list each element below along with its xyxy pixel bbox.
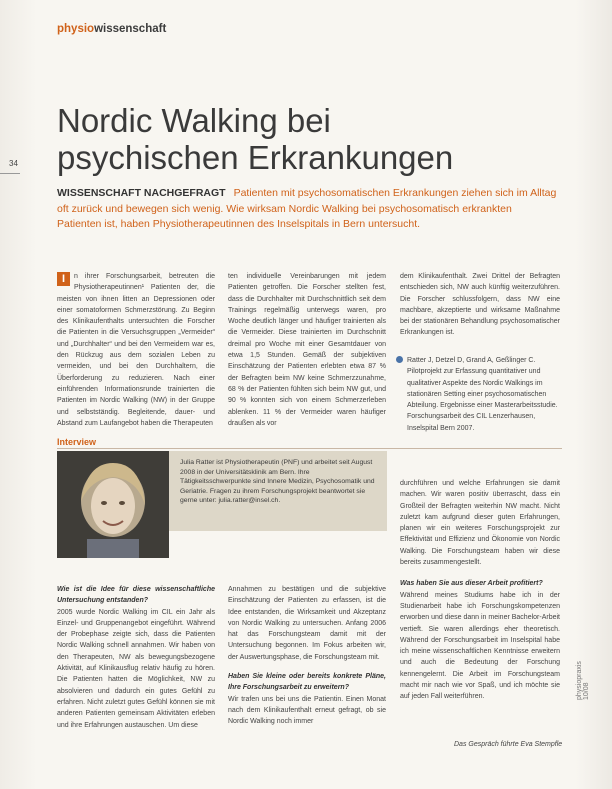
section-accent: physio bbox=[57, 23, 95, 35]
section-header bbox=[57, 23, 166, 35]
lead-text: Patienten mit psychosomatischen Erkrankungen ziehen sich im Alltag oft zurück und bewegen sich wenig. Wie wirksam Nordic Walking bei psychosomatisch erkrankten Patienten ist, haben Physiotherapeutinnen des Inselspitals in Bern untersucht. bbox=[57, 187, 557, 230]
interviewee-photo bbox=[57, 451, 169, 558]
body-column-1 bbox=[57, 271, 215, 429]
reference-text: Ratter J, Detzel D, Grand A, Geßlinger C. Pilotprojekt zur Erfassung quantitativer und qualitativer Aspekte des Nordic Walkings im stationären Setting einer psychosomatischen Abteilung. Ergebnisse einer Masterarbeitsstudie. Forschungsarbeit des CIL Lenzerhausen, Inselspital Bern 2007. bbox=[407, 357, 558, 432]
question-3: Was haben Sie aus dieser Arbeit profitiert? bbox=[400, 580, 543, 588]
portrait-image bbox=[57, 451, 169, 558]
body-column-3: dem Klinikaufenthalt. Zwei Drittel der Befragten entschieden sich, NW auch künftig weiterzuführen. Die Forscher schlussfolgern, dass NW eine machbare, akzeptierte und wirksame Maßnahme bei der stationären Behandlung psychosomatischer Erkrankungen ist. bbox=[400, 273, 560, 337]
side-caption: physiopraxis 10/08 bbox=[576, 661, 590, 700]
reference-note bbox=[396, 355, 561, 434]
article-title: Nordic Walking bei psychischen Erkrankungen bbox=[57, 102, 454, 176]
page-number: 34 bbox=[9, 159, 18, 168]
question-2: Haben Sie kleine oder bereits konkrete Pläne, Ihre Forschungsarbeit zu erweitern? bbox=[228, 673, 386, 692]
answer-1-continued: Annahmen zu bestätigen und die subjektive Einschätzung der Patienten zu erfassen, ist die Idee entstanden, die Wirksamkeit und Akzeptanz von Nordic Walking zu untersuchen. Anfang 2006 hat das Forschungsteam damit mit der Untersuchung begonnen. Im Fokus arbeiten wir, der Auswertungsphase, die Forschungsteam mit. bbox=[228, 586, 386, 661]
answer-1: 2005 wurde Nordic Walking im CIL ein Jahr als Einzel- und Gruppenangebot eingeführt. Während der Probephase zeigte sich, dass die Patienten Nordic Walking schnell annahmen. Wir haben von den Therapeuten, NW als bewegungsbezogene Aktivität, auf Klinikausflug relativ häufig zu hören. Die Patienten hatten die Möglichkeit, NW zu absolvieren und dadurch ein gutes Gefühl zu erfahren. Nicht zuletzt gutes Gefühl können sie mit anderen Patienten gemeinsam Aktivitäten erleben und ihre Erfahrungen austauschen. Um diese bbox=[57, 608, 215, 729]
answer-2-continued: durchführen und welche Erfahrungen sie damit machen. Wir waren positiv überrascht, dass ein Großteil der Befragten weiterhin NW macht. Nicht zuletzt kam aufgrund dieser guten Erfahrungen, planen wir ein weiteres Forschungsprojekt zur Effektivität und Effizienz und Ökonomie von Nordic Walking. Die Forschungsteam haben wir diese bereits zusammengestellt. bbox=[400, 480, 560, 567]
dropcap: I bbox=[57, 272, 70, 286]
interview-divider bbox=[57, 448, 562, 449]
article-lead bbox=[57, 186, 557, 233]
interviewee-bio: Julia Ratter ist Physiotherapeutin (PNF) und arbeitet seit August 2008 in der Universitätsklinik am Bern. Ihre Tätigkeitsschwerpunkte sind Innere Medizin, Psychosomatik und Geriatrie. Fragen zu ihrem Forschungsprojekt beantwortet sie gerne unter: julia.ratter@insel.ch. bbox=[180, 459, 375, 504]
question-1: Wie ist die Idee für diese wissenschaftliche Untersuchung entstanden? bbox=[57, 586, 215, 605]
reference-icon bbox=[396, 356, 403, 363]
interview-signoff: Das Gespräch führte Eva Stempfle bbox=[454, 741, 563, 748]
interview-column-1 bbox=[57, 584, 215, 731]
interview-column-2 bbox=[228, 584, 386, 728]
section-rest: wissenschaft bbox=[94, 23, 167, 35]
body-col1-text: n ihrer Forschungsarbeit, betreuten die Physiotherapeutinnen¹ Patienten der, die meisten von ihnen litten an Depressionen oder einer somatoformen Schmerzstörung. Zu Beginn des Klinikaufenthalts untersuchten die Forscher die Patienten in die Versuchsgruppen „Vermeider“ und „Durchhalter“ und bei den Vermeidern war es, den Rückzug aus dem sozialen Leben zu vermeiden, und bei den Durchhaltern, die Überforderung zu reduzieren. Nach einer einführenden Informationsrunde trainierten die Patienten im Nordic Walking (NW) in der Gruppe und selbstständig. Begleitende, dauer- und Abstand zum Laufangebot haben die Therapeuten bbox=[57, 273, 215, 427]
answer-3: Während meines Studiums habe ich in der Studienarbeit habe ich Forschungskompetenzen erworben und diese dann in meiner Bachelor-Arbeit vertieft. Sie waren allerdings eher theoretisch. Während der Forschungsarbeit im Inselspital habe ich meine wissenschaftlichen Kenntnisse erweitern und auch die Bedeutung der Forschung kennengelernt. Die Arbeit im Forschungsteam macht mir nach wie vor Spaß, und ich möchte sie auf jeden Fall weiterführen. bbox=[400, 591, 560, 701]
answer-2: Wir trafen uns bei uns die Patientin. Einen Monat nach dem Klinikaufenthalt erneut gefragt, ob sie Nordic Walking noch immer bbox=[228, 695, 386, 726]
interview-label: Interview bbox=[57, 437, 97, 447]
interview-column-3 bbox=[400, 478, 560, 703]
lead-kicker: WISSENSCHAFT NACHGEFRAGT bbox=[57, 187, 226, 199]
body-column-2: ten individuelle Vereinbarungen mit jedem Patienten getroffen. Die Forscher stellten fest, dass die Durchhalter mit Durchschnittlich seit dem Trainings regelmäßig unterwegs waren, pro Woche deutlich länger und häufiger trainierten als die Vermeider. Diese trainierten im Durchschnitt dreimal pro Woche mit einer Gesamtdauer von etwa 1,5 Stunden. Gemäß der subjektiven Einschätzung der Patienten erlebten etwa 87 % der Befragten beim NW keine Schmerzzunahme, 68 % der Patienten fühlten sich beim NW gut, und 90 % konnten sich von einem Schmerzerleben ablenken. 11 % der Vermeider waren häufiger draußen als vor bbox=[228, 273, 386, 427]
page-marker bbox=[0, 173, 20, 174]
